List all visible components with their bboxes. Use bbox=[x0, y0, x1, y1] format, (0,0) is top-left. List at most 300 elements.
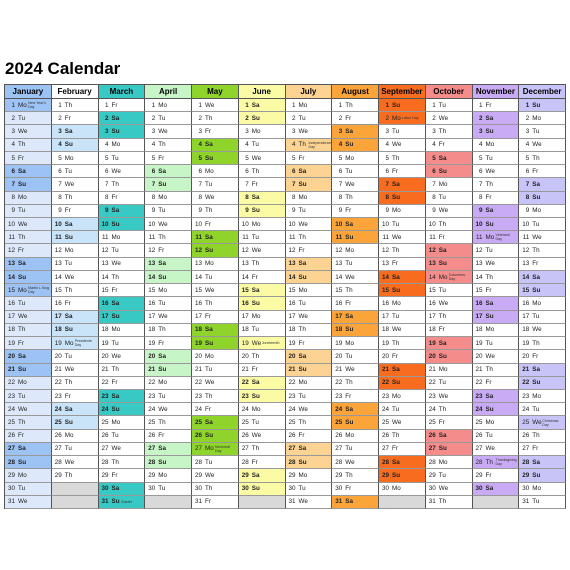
weekday-label: Tu bbox=[298, 392, 306, 400]
day-cell bbox=[192, 496, 239, 509]
weekday-label: Mo bbox=[18, 194, 27, 202]
weekday-label: Fr bbox=[438, 419, 445, 427]
weekday-label: Th bbox=[345, 194, 353, 202]
day-number: 31 bbox=[428, 498, 436, 506]
day-number: 18 bbox=[241, 326, 249, 334]
day-number: 4 bbox=[385, 141, 389, 149]
day-number: 1 bbox=[104, 101, 109, 109]
day-cell bbox=[192, 364, 239, 377]
day-number: 7 bbox=[385, 180, 389, 188]
weekday-label: Sa bbox=[392, 458, 400, 466]
day-cell bbox=[5, 324, 52, 337]
weekday-label: Tu bbox=[345, 167, 353, 175]
weekday-label: Sa bbox=[251, 471, 260, 479]
day-cell bbox=[5, 139, 52, 152]
day-number: 30 bbox=[7, 485, 15, 493]
day-number: 29 bbox=[148, 471, 156, 479]
weekday-label: Su bbox=[485, 220, 494, 228]
day-cell bbox=[519, 205, 566, 218]
weekday-label: Tu bbox=[205, 366, 213, 374]
weekday-label: Mo bbox=[298, 471, 308, 479]
weekday-label: Sa bbox=[64, 405, 73, 413]
day-cell bbox=[473, 178, 520, 191]
day-number: 8 bbox=[338, 194, 343, 202]
weekday-label: Th bbox=[64, 379, 73, 387]
day-number: 27 bbox=[428, 445, 436, 453]
day-number: 19 bbox=[335, 339, 343, 347]
month-header-may: May bbox=[192, 85, 239, 99]
day-number: 19 bbox=[381, 339, 389, 347]
day-cell bbox=[426, 390, 473, 403]
day-cell bbox=[426, 99, 473, 112]
weekday-label: Sa bbox=[438, 339, 447, 347]
weekday-label: Su bbox=[111, 405, 120, 413]
weekday-label: We bbox=[345, 180, 355, 188]
day-number: 14 bbox=[288, 273, 296, 281]
day-number: 25 bbox=[7, 419, 15, 427]
day-cell bbox=[379, 377, 426, 390]
weekday-label: Su bbox=[532, 379, 541, 387]
day-cell bbox=[426, 377, 473, 390]
day-number: 29 bbox=[194, 471, 202, 479]
weekday-label: Tu bbox=[438, 286, 446, 294]
day-number: 25 bbox=[335, 419, 343, 427]
day-cell bbox=[473, 284, 520, 297]
weekday-label: Fr bbox=[205, 220, 211, 228]
day-number: 19 bbox=[194, 339, 202, 347]
month-header-september: September bbox=[379, 85, 426, 99]
day-number: 17 bbox=[335, 313, 343, 321]
day-cell bbox=[332, 430, 379, 443]
day-number: 22 bbox=[381, 379, 389, 387]
weekday-label: Fr bbox=[345, 485, 352, 493]
weekday-label: Th bbox=[438, 498, 447, 506]
day-cell bbox=[145, 377, 192, 390]
day-cell bbox=[473, 364, 520, 377]
day-number: 18 bbox=[428, 326, 436, 334]
day-number: 14 bbox=[241, 273, 249, 281]
day-cell bbox=[426, 271, 473, 284]
day-number: 24 bbox=[381, 405, 389, 413]
day-number: 11 bbox=[242, 233, 249, 241]
weekday-label: Sa bbox=[251, 286, 260, 294]
weekday-label: Th bbox=[392, 432, 400, 440]
weekday-label: We bbox=[438, 485, 449, 493]
weekday-label: Fr bbox=[532, 260, 539, 268]
day-number: 14 bbox=[101, 273, 109, 281]
weekday-label: Mo bbox=[438, 366, 448, 374]
day-number: 19 bbox=[428, 339, 436, 347]
day-number: 30 bbox=[381, 485, 389, 493]
day-number: 22 bbox=[288, 379, 296, 387]
day-cell bbox=[52, 311, 99, 324]
weekday-label: We bbox=[111, 352, 121, 360]
day-number: 12 bbox=[288, 247, 296, 255]
holiday-label: Columbus Day bbox=[448, 273, 465, 282]
weekday-label: Tu bbox=[392, 313, 400, 321]
weekday-label: Th bbox=[205, 485, 213, 493]
weekday-label: Mo bbox=[485, 326, 495, 334]
day-cell bbox=[145, 178, 192, 191]
day-cell bbox=[99, 443, 146, 456]
weekday-label: Tu bbox=[205, 180, 213, 188]
day-number: 23 bbox=[475, 392, 483, 400]
day-cell bbox=[519, 390, 566, 403]
day-cell bbox=[332, 311, 379, 324]
weekday-label: Tu bbox=[158, 114, 166, 122]
weekday-label: Tu bbox=[392, 405, 400, 413]
weekday-label: Tu bbox=[345, 445, 353, 453]
day-cell bbox=[239, 430, 286, 443]
day-number: 29 bbox=[428, 471, 436, 479]
day-number: 15 bbox=[7, 286, 15, 294]
day-number: 5 bbox=[338, 154, 343, 162]
day-cell bbox=[52, 284, 99, 297]
weekday-label: Su bbox=[64, 233, 73, 241]
day-number: 5 bbox=[104, 154, 109, 162]
weekday-label: Th bbox=[438, 405, 447, 413]
weekday-label: Su bbox=[392, 471, 401, 479]
weekday-label: Fr bbox=[251, 366, 258, 374]
day-cell bbox=[5, 311, 52, 324]
day-number: 3 bbox=[525, 128, 530, 136]
weekday-label: Th bbox=[158, 326, 166, 334]
weekday-label: Sa bbox=[158, 167, 166, 175]
day-cell bbox=[286, 139, 333, 152]
weekday-label: Sa bbox=[111, 114, 120, 122]
day-cell bbox=[99, 377, 146, 390]
day-cell bbox=[519, 416, 566, 429]
day-cell bbox=[473, 258, 520, 271]
weekday-label: Sa bbox=[298, 445, 307, 453]
holiday-label: Thanksgiving Day bbox=[495, 458, 517, 467]
weekday-label: Fr bbox=[251, 273, 258, 281]
day-cell bbox=[99, 284, 146, 297]
day-cell bbox=[286, 192, 333, 205]
day-number: 13 bbox=[101, 260, 109, 268]
day-cell bbox=[52, 178, 99, 191]
day-number: 9 bbox=[338, 207, 343, 215]
weekday-label: Sa bbox=[392, 273, 400, 281]
day-number: 20 bbox=[475, 352, 483, 360]
day-cell bbox=[239, 112, 286, 125]
day-cell bbox=[239, 337, 286, 350]
weekday-label: We bbox=[532, 326, 542, 334]
weekday-label: Fr bbox=[205, 128, 211, 136]
weekday-label: Su bbox=[392, 101, 401, 109]
weekday-label: Tu bbox=[532, 220, 540, 228]
day-cell bbox=[145, 390, 192, 403]
weekday-label: Su bbox=[532, 471, 541, 479]
day-number: 4 bbox=[245, 141, 249, 149]
day-number: 23 bbox=[335, 392, 343, 400]
day-cell bbox=[332, 205, 379, 218]
day-cell bbox=[473, 390, 520, 403]
day-number: 19 bbox=[54, 339, 62, 347]
day-cell bbox=[52, 192, 99, 205]
day-number: 22 bbox=[54, 379, 62, 387]
day-cell bbox=[145, 284, 192, 297]
day-number: 21 bbox=[194, 366, 202, 374]
day-number: 24 bbox=[522, 405, 530, 413]
weekday-label: Th bbox=[345, 101, 353, 109]
day-number: 26 bbox=[148, 432, 156, 440]
weekday-label: We bbox=[345, 458, 355, 466]
day-cell bbox=[145, 271, 192, 284]
weekday-label: Mo bbox=[158, 471, 167, 479]
day-cell bbox=[379, 205, 426, 218]
day-cell bbox=[286, 443, 333, 456]
weekday-label: Sa bbox=[485, 485, 494, 493]
day-number: 26 bbox=[7, 432, 15, 440]
day-number: 14 bbox=[335, 273, 343, 281]
day-cell bbox=[239, 403, 286, 416]
day-number: 13 bbox=[335, 260, 343, 268]
weekday-label: Fr bbox=[18, 339, 24, 347]
day-number: 23 bbox=[241, 392, 249, 400]
day-cell bbox=[52, 139, 99, 152]
day-cell bbox=[426, 469, 473, 482]
weekday-label: Th bbox=[158, 419, 166, 427]
day-number: 1 bbox=[478, 101, 483, 109]
day-number: 20 bbox=[7, 352, 15, 360]
day-number: 20 bbox=[241, 352, 249, 360]
calendar-grid bbox=[4, 84, 566, 509]
weekday-label: Mo bbox=[18, 286, 27, 294]
day-number: 8 bbox=[151, 194, 156, 202]
day-number: 23 bbox=[428, 392, 436, 400]
weekday-label: Su bbox=[532, 286, 541, 294]
weekday-label: Mo bbox=[532, 392, 541, 400]
weekday-label: Tu bbox=[18, 485, 26, 493]
day-number: 17 bbox=[522, 313, 530, 321]
day-cell bbox=[239, 139, 286, 152]
day-cell bbox=[379, 403, 426, 416]
weekday-label: Th bbox=[345, 379, 353, 387]
weekday-label: Su bbox=[298, 366, 307, 374]
day-number: 26 bbox=[381, 432, 389, 440]
weekday-label: Th bbox=[485, 458, 493, 466]
weekday-label: Mo bbox=[251, 128, 261, 136]
weekday-label: Fr bbox=[392, 352, 398, 360]
day-number: 26 bbox=[475, 432, 483, 440]
day-number: 12 bbox=[241, 247, 249, 255]
weekday-label: Mo bbox=[298, 286, 308, 294]
weekday-label: Fr bbox=[392, 260, 398, 268]
day-cell bbox=[145, 403, 192, 416]
weekday-label: Sa bbox=[18, 260, 26, 268]
day-cell bbox=[99, 430, 146, 443]
weekday-label: Mo bbox=[438, 180, 448, 188]
day-number: 24 bbox=[288, 405, 296, 413]
day-cell bbox=[99, 311, 146, 324]
day-number: 28 bbox=[101, 458, 109, 466]
page-title: 2024 Calendar bbox=[5, 59, 121, 78]
day-number: 1 bbox=[58, 101, 62, 109]
day-number: 16 bbox=[54, 299, 62, 307]
day-cell bbox=[379, 112, 426, 125]
weekday-label: Sa bbox=[111, 392, 120, 400]
day-number: 13 bbox=[241, 260, 249, 268]
weekday-label: Fr bbox=[438, 141, 445, 149]
weekday-label: Tu bbox=[111, 247, 119, 255]
day-number: 20 bbox=[522, 352, 530, 360]
weekday-label: Mo bbox=[298, 101, 308, 109]
day-number: 4 bbox=[478, 141, 483, 149]
day-number: 6 bbox=[291, 167, 296, 175]
weekday-label: We bbox=[251, 154, 262, 162]
day-cell bbox=[379, 324, 426, 337]
day-cell bbox=[145, 456, 192, 469]
weekday-label: Mo bbox=[205, 167, 214, 175]
day-number: 9 bbox=[385, 207, 389, 215]
day-cell bbox=[332, 192, 379, 205]
weekday-label: Th bbox=[251, 352, 260, 360]
weekday-label: Th bbox=[438, 313, 447, 321]
weekday-label: Tu bbox=[18, 114, 26, 122]
weekday-label: Sa bbox=[532, 366, 540, 374]
day-cell bbox=[519, 469, 566, 482]
weekday-label: Th bbox=[251, 445, 260, 453]
day-number: 2 bbox=[104, 114, 109, 122]
day-cell bbox=[426, 337, 473, 350]
weekday-label: Sa bbox=[64, 313, 73, 321]
day-number: 28 bbox=[428, 458, 436, 466]
day-cell bbox=[99, 112, 146, 125]
day-number: 11 bbox=[8, 233, 15, 241]
day-number: 6 bbox=[525, 167, 530, 175]
weekday-label: Mo bbox=[532, 207, 541, 215]
day-number: 18 bbox=[194, 326, 202, 334]
weekday-label: We bbox=[298, 220, 308, 228]
holiday-label: Veterans' Day bbox=[495, 233, 511, 242]
day-cell bbox=[519, 350, 566, 363]
day-number: 20 bbox=[101, 352, 109, 360]
day-cell bbox=[192, 390, 239, 403]
day-cell bbox=[239, 165, 286, 178]
weekday-label: Sa bbox=[438, 432, 447, 440]
day-cell bbox=[192, 125, 239, 138]
weekday-label: We bbox=[298, 128, 308, 136]
day-number: 23 bbox=[522, 392, 530, 400]
weekday-label: Fr bbox=[438, 326, 445, 334]
weekday-label: Tu bbox=[251, 326, 259, 334]
day-cell bbox=[99, 244, 146, 257]
day-number: 8 bbox=[58, 194, 62, 202]
weekday-label: Tu bbox=[205, 273, 213, 281]
day-number: 7 bbox=[338, 180, 343, 188]
day-cell bbox=[52, 112, 99, 125]
day-number: 4 bbox=[151, 141, 156, 149]
day-cell bbox=[239, 258, 286, 271]
weekday-label: Th bbox=[532, 339, 540, 347]
weekday-label: Su bbox=[345, 141, 354, 149]
day-number: 7 bbox=[291, 180, 296, 188]
day-number: 6 bbox=[245, 167, 249, 175]
day-cell bbox=[473, 112, 520, 125]
day-cell bbox=[286, 364, 333, 377]
day-cell bbox=[473, 152, 520, 165]
day-cell bbox=[192, 205, 239, 218]
weekday-label: Tu bbox=[158, 485, 166, 493]
weekday-label: Fr bbox=[345, 392, 352, 400]
day-cell bbox=[332, 99, 379, 112]
month-header-december: December bbox=[519, 85, 566, 99]
day-number: 30 bbox=[148, 485, 156, 493]
day-cell bbox=[145, 205, 192, 218]
day-cell bbox=[52, 390, 99, 403]
day-cell bbox=[5, 271, 52, 284]
day-cell bbox=[99, 350, 146, 363]
day-number: 5 bbox=[58, 154, 62, 162]
day-number: 12 bbox=[428, 247, 436, 255]
weekday-label: Mo bbox=[64, 339, 74, 347]
day-cell bbox=[192, 218, 239, 231]
day-cell bbox=[519, 284, 566, 297]
day-number: 25 bbox=[428, 419, 436, 427]
day-cell bbox=[99, 337, 146, 350]
day-cell bbox=[5, 152, 52, 165]
day-number: 7 bbox=[245, 180, 249, 188]
day-number: 1 bbox=[385, 101, 389, 109]
day-cell bbox=[52, 443, 99, 456]
day-number: 7 bbox=[151, 180, 156, 188]
weekday-label: Mo bbox=[158, 379, 167, 387]
day-number: 15 bbox=[101, 286, 109, 294]
weekday-label: Th bbox=[111, 458, 119, 466]
weekday-label: Su bbox=[64, 141, 73, 149]
weekday-label: Sa bbox=[205, 141, 213, 149]
holiday-label: New Year's Day bbox=[28, 101, 46, 110]
day-cell bbox=[426, 416, 473, 429]
day-cell bbox=[519, 139, 566, 152]
day-cell bbox=[519, 271, 566, 284]
day-number: 30 bbox=[194, 485, 202, 493]
weekday-label: Mo bbox=[392, 392, 401, 400]
day-number: 8 bbox=[478, 194, 483, 202]
day-cell bbox=[52, 350, 99, 363]
day-number: 1 bbox=[151, 101, 156, 109]
day-number: 22 bbox=[335, 379, 343, 387]
weekday-label: Fr bbox=[18, 432, 24, 440]
day-number: 2 bbox=[58, 114, 62, 122]
day-cell bbox=[332, 390, 379, 403]
weekday-label: Mo bbox=[532, 299, 541, 307]
day-number: 27 bbox=[148, 445, 156, 453]
weekday-label: Sa bbox=[438, 247, 447, 255]
weekday-label: Mo bbox=[438, 273, 448, 281]
weekday-label: Sa bbox=[298, 167, 307, 175]
day-cell bbox=[286, 430, 333, 443]
month-header-february: February bbox=[52, 85, 99, 99]
weekday-label: Fr bbox=[111, 194, 118, 202]
weekday-label: Fr bbox=[298, 432, 305, 440]
day-cell bbox=[286, 284, 333, 297]
weekday-label: Sa bbox=[345, 405, 353, 413]
day-number: 19 bbox=[288, 339, 296, 347]
day-number: 3 bbox=[385, 128, 389, 136]
day-number: 2 bbox=[385, 114, 389, 122]
weekday-label: Su bbox=[111, 128, 120, 136]
day-number: 12 bbox=[194, 247, 202, 255]
weekday-label: We bbox=[485, 445, 495, 453]
day-number: 30 bbox=[335, 485, 343, 493]
day-cell bbox=[286, 218, 333, 231]
day-cell bbox=[99, 99, 146, 112]
weekday-label: Tu bbox=[251, 233, 259, 241]
day-number: 2 bbox=[525, 114, 530, 122]
day-cell bbox=[286, 416, 333, 429]
